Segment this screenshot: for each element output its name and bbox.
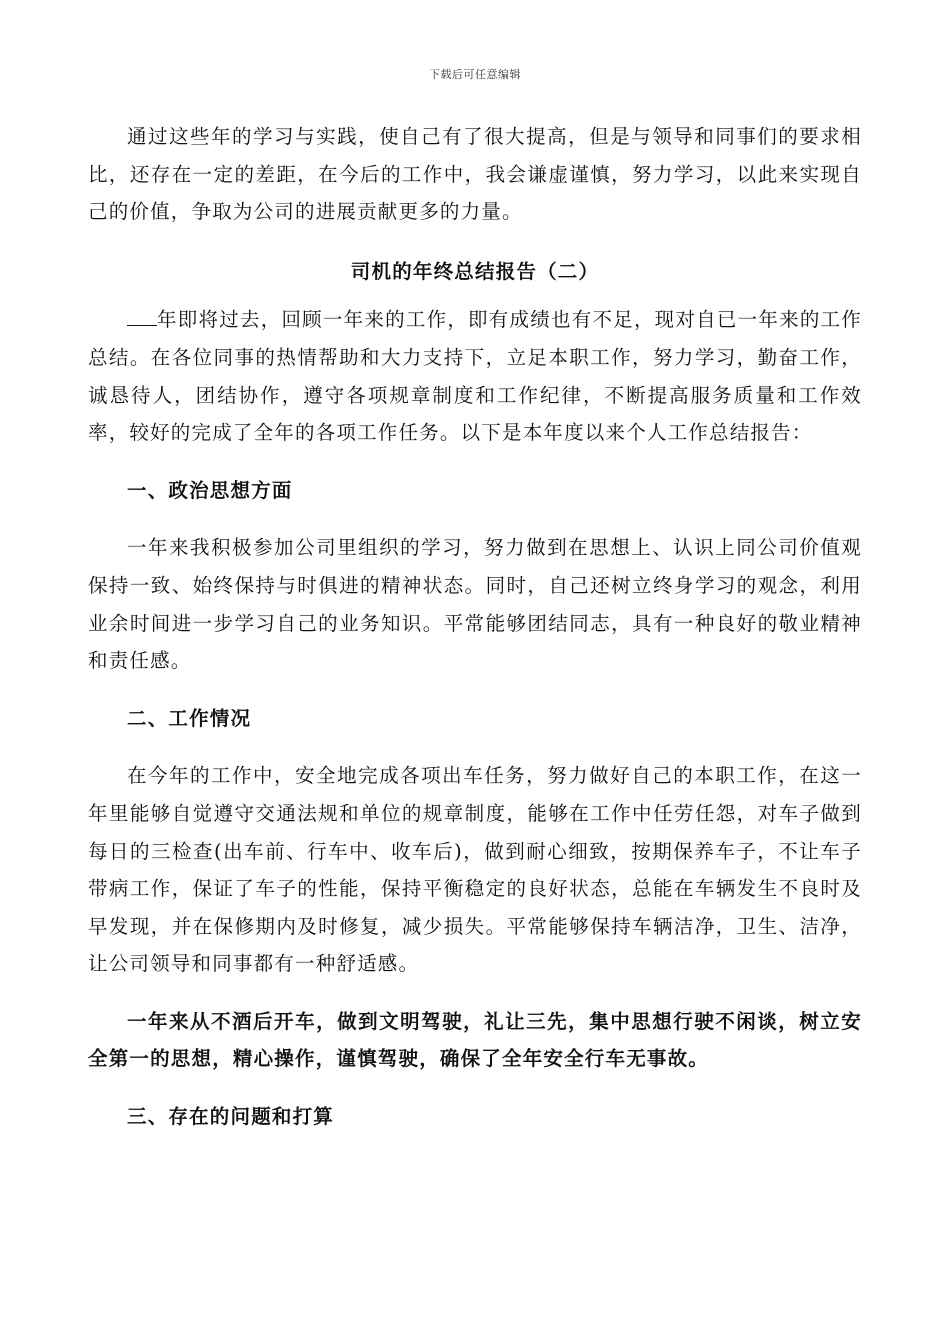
- section-heading-politics: 一、政治思想方面: [127, 478, 293, 502]
- document-body: [88, 118, 862, 1136]
- page-header-note: 下载后可任意编辑: [429, 68, 521, 81]
- section-heading-work: 二、工作情况: [127, 706, 252, 730]
- section-heading-issues: 三、存在的问题和打算: [127, 1105, 335, 1129]
- section-paragraph-politics: 一年来我积极参加公司里组织的学习，努力做到在思想上、认识上同公司价值观保持一致、始终保持与时俱进的精神状态。同时，自己还树立终身学习的观念，利用业余时间进一步学习自己的业务知识。平常能够团结同志，具有一种良好的敬业精神和责任感。: [88, 536, 862, 673]
- intro-paragraph: 通过这些年的学习与实践，使自己有了很大提高，但是与领导和同事们的要求相比，还存在一定的差距，在今后的工作中，我会谦虚谨慎，努力学习，以此来实现自己的价值，争取为公司的进展贡献更多的力量。: [88, 125, 862, 224]
- report-title: 司机的年终总结报告（二）: [350, 259, 600, 283]
- opening-paragraph: [88, 301, 862, 451]
- section-paragraph-safety: 一年来从不酒后开车，做到文明驾驶，礼让三先，集中思想行驶不闲谈，树立安全第一的思想，精心操作，谨慎驾驶，确保了全年安全行车无事故。: [88, 1009, 862, 1071]
- fill-in-blank: [127, 307, 157, 326]
- section-paragraph-work: 在今年的工作中，安全地完成各项出车任务，努力做好自己的本职工作，在这一年里能够自觉遵守交通法规和单位的规章制度，能够在工作中任劳任怨，对车子做到每日的三检查(出车前、行车中、收车后)，做到耐心细致，按期保养车子，不让车子带病工作，保证了车子的性能，保持平衡稳定的良好状态，总能在车辆发生不良时及早发现，并在保修期内及时修复，减少损失。平常能够保持车辆洁净，卫生、洁净，让公司领导和同事都有一种舒适感。: [88, 764, 862, 976]
- opening-paragraph-text: 年即将过去，回顾一年来的工作，即有成绩也有不足，现对自已一年来的工作总结。在各位同事的热情帮助和大力支持下，立足本职工作，努力学习，勤奋工作，诚恳待人，团结协作，遵守各项规章制度和工作纪律，不断提高服务质量和工作效率，较好的完成了全年的各项工作任务。以下是本年度以来个人工作总结报告：: [88, 308, 862, 445]
